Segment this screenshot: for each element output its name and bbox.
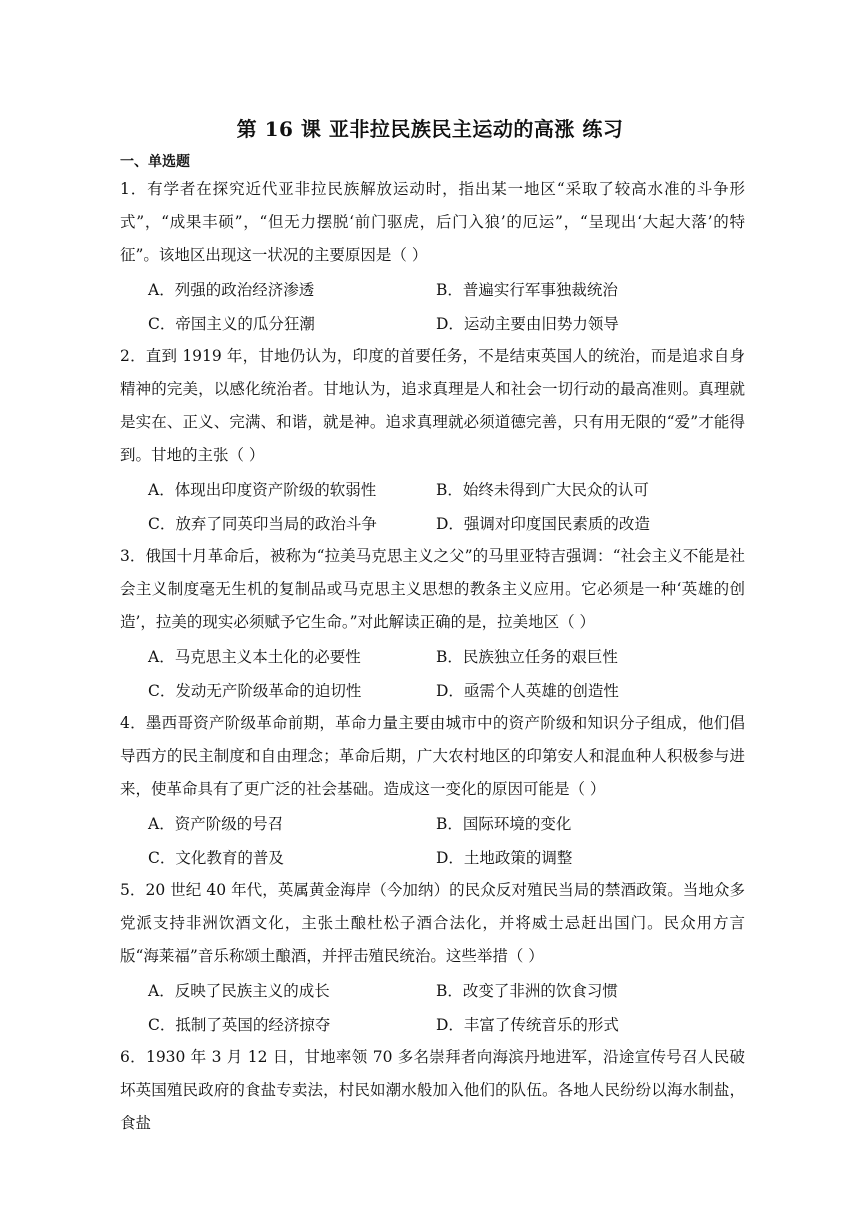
question-4 [120,707,745,874]
option-d: D．运动主要由旧势力领导 [436,315,619,333]
option-row [120,840,745,874]
option-c: C．放弃了同英印当局的政治斗争 [148,515,377,533]
option-row [120,639,745,673]
option-a: A．反映了民族主义的成长 [148,982,330,1000]
option-d: D．亟需个人英雄的创造性 [436,682,619,700]
option-d: D．土地政策的调整 [436,849,573,867]
option-a: A．资产阶级的号召 [148,815,284,833]
option-row [120,973,745,1007]
option-a: A．体现出印度资产阶级的软弱性 [148,481,377,499]
option-b: B．始终未得到广大民众的认可 [436,481,649,499]
option-row [120,1007,745,1041]
question-stem: 5．20 世纪 40 年代，英属黄金海岸（今加纳）的民众反对殖民当局的禁酒政策。当地众多党派支持非洲饮酒文化，主张土酿杜松子酒合法化，并将威士忌赶出国门。民众用方言版“海莱福”音乐称颂土酿酒，并抨击殖民统治。这些举措（ ） [120,881,745,965]
question-stem: 4．墨西哥资产阶级革命前期，革命力量主要由城市中的资产阶级和知识分子组成，他们倡导西方的民主制度和自由理念；革命后期，广大农村地区的印第安人和混血种人积极参与进来，使革命具有了更广泛的社会基础。造成这一变化的原因可能是（ ） [120,714,745,798]
question-stem: 1．有学者在探究近代亚非拉民族解放运动时，指出某一地区“采取了较高水准的斗争形式”，“成果丰硕”，“但无力摆脱‘前门驱虎，后门入狼’的厄运”，“呈现出‘大起大落’的特征”。该地区出现这一状况的主要原因是（ ） [120,180,745,264]
question-stem: 3．俄国十月革命后，被称为“拉美马克思主义之父”的马里亚特吉强调：“社会主义不能是社会主义制度毫无生机的复制品或马克思主义思想的教条主义应用。它必须是一种‘英雄的创造’，拉美的现实必须赋予它生命。”对此解读正确的是，拉美地区（ ） [120,547,745,631]
question-stem: 6．1930 年 3 月 12 日，甘地率领 70 多名崇拜者向海滨丹地进军，沿途宣传号召人民破坏英国殖民政府的食盐专卖法，村民如潮水般加入他们的队伍。各地人民纷纷以海水制盐，食盐 [120,1048,745,1132]
option-c: C．抵制了英国的经济掠夺 [148,1016,331,1034]
option-a: A．马克思主义本土化的必要性 [148,648,361,666]
option-b: B．普遍实行军事独裁统治 [436,281,618,299]
question-5 [120,874,745,1041]
option-c: C．发动无产阶级革命的迫切性 [148,682,362,700]
question-1 [120,173,745,340]
question-list [120,173,745,1140]
section-heading: 一、单选题 [120,154,190,170]
option-b: B．改变了非洲的饮食习惯 [436,982,618,1000]
option-d: D．丰富了传统音乐的形式 [436,1016,619,1034]
question-3 [120,540,745,707]
option-b: B．民族独立任务的艰巨性 [436,648,618,666]
option-b: B．国际环境的变化 [436,815,572,833]
option-row [120,806,745,840]
option-d: D．强调对印度国民素质的改造 [436,515,650,533]
option-row [120,272,745,306]
question-6 [120,1041,745,1140]
option-a: A．列强的政治经济渗透 [148,281,315,299]
option-row [120,306,745,340]
page-title: 第 16 课 亚非拉民族民主运动的高涨 练习 [236,117,624,141]
option-c: C．文化教育的普及 [148,849,284,867]
option-c: C．帝国主义的瓜分狂潮 [148,315,315,333]
option-row [120,673,745,707]
option-row [120,472,745,506]
option-row [120,506,745,540]
question-stem: 2．直到 1919 年，甘地仍认为，印度的首要任务，不是结束英国人的统治，而是追求自身精神的完美，以感化统治者。甘地认为，追求真理是人和社会一切行动的最高准则。真理就是实在、正义、完满、和谐，就是神。追求真理就必须道德完善，只有用无限的“爱”才能得到。甘地的主张（ ） [120,347,745,464]
question-2 [120,340,745,540]
